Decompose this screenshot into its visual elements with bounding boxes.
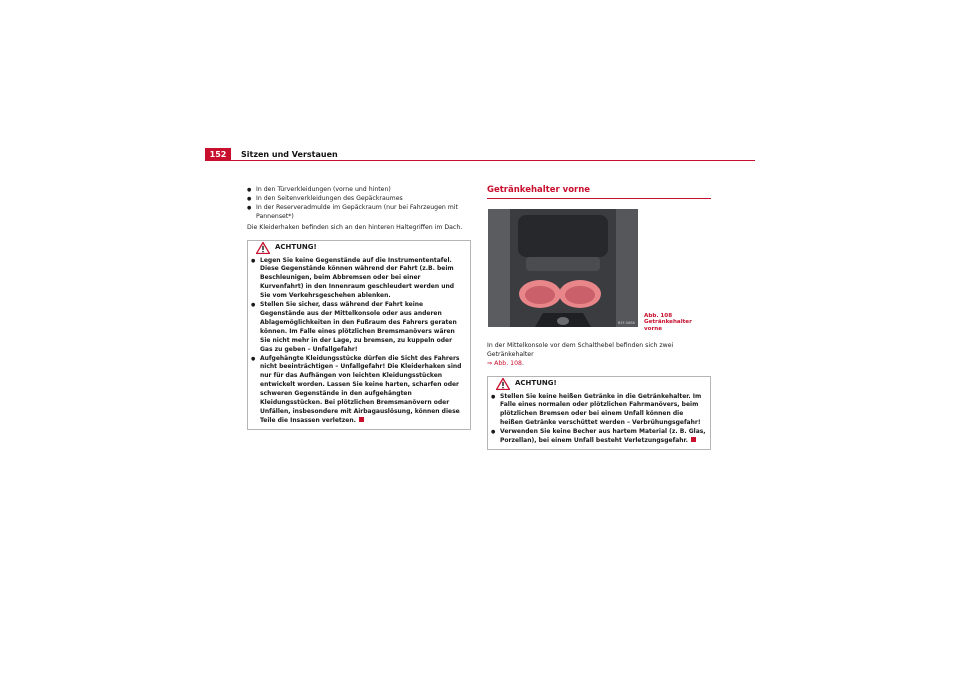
end-mark-icon [359,417,364,422]
warning-body [248,255,470,429]
left-column [247,186,471,430]
warning-item-text: Aufgehängte Kleidungsstücke dürfen die Sicht des Fahrers nicht beeinträchtigen – Unfallgefahr! Die Kleiderhaken sind nur für das Aufhängen von leichten Kleidungsstücken entwickelt worden. Lassen Sie keine harten, scharfen oder schweren Gegenstände in den aufgehängten Kleidungsstücken. Bei plötzlichen Bremsmanövern oder Unfällen, insbesondere mit Airbagauslösung, können diese Teile die Insassen verletzen. [260,354,462,424]
end-mark-icon [691,437,696,442]
warning-title: ACHTUNG! [275,243,317,252]
warning-triangle-icon [256,242,270,254]
figure-caption: Abb. 108 Getränkehalter vorne [644,312,692,332]
warning-item: ● Legen Sie keine Gegenstände auf die Instrumententafel. Diese Gegenstände können während der Fahrt (z.B. beim Beschleunigen, beim Abbremsen oder bei einer Kurvenfahrt) in den Innenraum geschleudert werden und Sie vom Verkehrsgeschehen ablenken. [251,257,466,302]
warning-header [488,377,710,391]
warning-header [248,241,470,255]
warning-item: ● Stellen Sie keine heißen Getränke in die Getränkehalter. Im Falle eines normalen oder plötzlichen Fahrmanövers, beim plötzlichen Bremsen oder bei einem Unfall können die heißen Getränke verschüttet werden – Verbrühungsgefahr! [491,393,706,429]
paragraph: Die Kleiderhaken befinden sich an den hinteren Haltegriffen im Dach. [247,223,463,231]
figure [487,209,711,332]
paragraph [487,342,711,369]
paragraph-text: In der Mittelkonsole vor dem Schalthebel befinden sich zwei Getränkehalter [487,341,674,358]
warning-title: ACHTUNG! [515,379,557,388]
list-item: ● In den Türverkleidungen (vorne und hinten) [247,186,471,195]
list-item: ● In den Seitenverkleidungen des Gepäckraumes [247,195,471,204]
warning-item-text: Verwenden Sie keine Becher aus hartem Material (z. B. Glas, Porzellan), bei einem Unfall besteht Verletzungsgefahr. [500,428,706,445]
warning-item: ● Stellen Sie sicher, dass während der Fahrt keine Gegenstände aus der Mittelkonsole oder aus anderen Ablagemöglichkeiten in den Fußraum des Fahrers geraten können. Im Falle eines plötzlichen Bremsmanövers wären Sie nicht mehr in der Lage, zu bremsen, zu kuppeln oder Gas zu geben – Unfallgefahr! [251,301,466,354]
warning-body [488,391,710,449]
page-number: 152 [205,148,231,161]
warning-triangle-icon [496,378,510,390]
warning-item [491,428,706,446]
warning-item [251,355,466,426]
figure-code: B5F-0686 [618,320,635,325]
figure-reference-link[interactable]: ⇒ Abb. 108 [487,359,522,367]
paragraph-end: . [521,359,524,367]
page-header-title: Sitzen und Verstauen [241,150,338,159]
section-title: Getränkehalter vorne [487,185,591,195]
section-rule [487,198,711,199]
list-item: ● In der Reserveradmulde im Gepäckraum (nur bei Fahrzeugen mit Pannenset*) [247,204,471,222]
header-rule [205,160,755,161]
warning-box [487,376,711,450]
right-column [487,186,711,450]
warning-box [247,240,471,430]
cupholder-photo [488,209,638,327]
